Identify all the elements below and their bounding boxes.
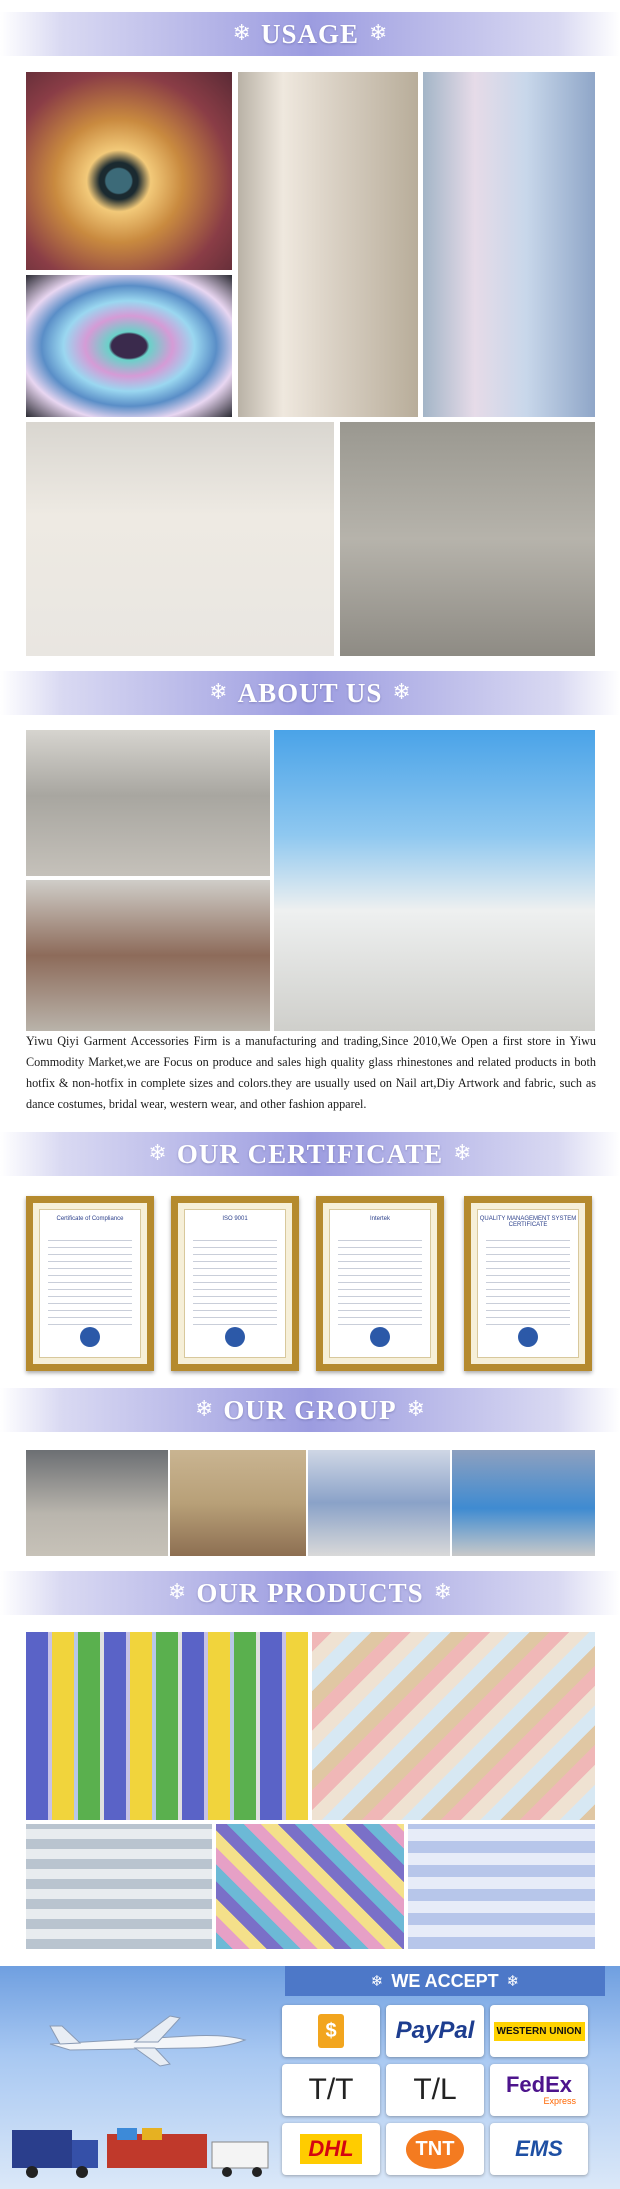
payment-logo-tl: T/L bbox=[386, 2064, 484, 2116]
seal-icon bbox=[518, 1327, 538, 1347]
certificate-frame bbox=[26, 1196, 154, 1371]
section-title: USAGE bbox=[260, 18, 360, 49]
section-title: OUR PRODUCTS bbox=[196, 1577, 424, 1608]
payment-logo-tt: T/T bbox=[282, 2064, 380, 2116]
certificate-frame bbox=[171, 1196, 299, 1371]
section-title: OUR GROUP bbox=[223, 1394, 397, 1425]
usage-photo-eye-makeup bbox=[26, 72, 232, 270]
group-photo-meeting bbox=[170, 1450, 306, 1556]
section-title: OUR CERTIFICATE bbox=[176, 1138, 444, 1169]
group-photo-warehouse bbox=[308, 1450, 450, 1556]
seal-icon bbox=[80, 1327, 100, 1347]
product-photo-rhinestone-jars bbox=[26, 1632, 308, 1820]
section-title: WE ACCEPT bbox=[391, 1970, 499, 1991]
certificate-title: Intertek bbox=[369, 1216, 390, 1222]
certificate-title: Certificate of Compliance bbox=[56, 1216, 124, 1222]
group-photo-office bbox=[26, 1450, 168, 1556]
payment-logo-dhl: DHL bbox=[282, 2123, 380, 2175]
payment-logo-ems: EMS bbox=[490, 2123, 588, 2175]
usage-photo-lips bbox=[26, 275, 232, 417]
payment-logo-tnt: TNT bbox=[386, 2123, 484, 2175]
certificate-frame bbox=[464, 1196, 592, 1371]
snowflake-icon: ❄ bbox=[370, 1971, 384, 1990]
snowflake-icon: ❄ bbox=[167, 1580, 187, 1605]
snowflake-icon: ❄ bbox=[453, 1141, 472, 1166]
snowflake-icon: ❄ bbox=[406, 1397, 426, 1422]
usage-photo-sneaker bbox=[340, 422, 595, 656]
snowflake-icon: ❄ bbox=[506, 1971, 520, 1990]
product-photo-color-samples bbox=[216, 1824, 404, 1949]
snowflake-icon: ❄ bbox=[209, 680, 228, 705]
payment-logo-cash: $ bbox=[282, 2005, 380, 2057]
products-header bbox=[0, 1571, 620, 1615]
product-photo-packaged-stones bbox=[26, 1824, 212, 1949]
snowflake-icon: ❄ bbox=[148, 1141, 167, 1166]
product-photo-rhinestone-bags bbox=[312, 1632, 595, 1820]
payment-logo-paypal: PayPal bbox=[386, 2005, 484, 2057]
about-description: Yiwu Qiyi Garment Accessories Firm is a manufacturing and trading,Since 2010,We Open a first store in Yiwu Commodity Market,we are Focus on produce and sales high quality glass rhinestones and related products in both hotfix & non-hotfix in complete sizes and colors.they are usually used on Nail art,Diy Artwork and fabric, such as dance costumes, bridal wear, western wear, and other fashion apparel. bbox=[26, 1034, 596, 1111]
group-photo-team bbox=[452, 1450, 595, 1556]
about-photo-building bbox=[274, 730, 595, 1031]
snowflake-icon: ❄ bbox=[194, 1397, 214, 1422]
payment-logo-fedex: FedEx Express bbox=[490, 2064, 588, 2116]
group-header bbox=[0, 1388, 620, 1432]
snowflake-icon: ❄ bbox=[369, 21, 388, 46]
product-photo-stock-bags bbox=[408, 1824, 595, 1949]
snowflake-icon: ❄ bbox=[433, 1580, 453, 1605]
about-photo-warehouse bbox=[26, 880, 270, 1031]
certificate-title: QUALITY MANAGEMENT SYSTEM CERTIFICATE bbox=[479, 1216, 577, 1228]
certificate-header bbox=[0, 1132, 620, 1176]
usage-header bbox=[0, 12, 620, 56]
snowflake-icon: ❄ bbox=[232, 21, 251, 46]
usage-photo-sneaker bbox=[26, 422, 334, 656]
about-header bbox=[0, 671, 620, 715]
airplane-icon bbox=[40, 2010, 260, 2070]
snowflake-icon: ❄ bbox=[392, 680, 411, 705]
certificate-frame bbox=[316, 1196, 444, 1371]
section-title: ABOUT US bbox=[237, 677, 383, 708]
certificate-title: ISO 9001 bbox=[222, 1216, 248, 1222]
delivery-vehicles-icon bbox=[12, 2120, 272, 2180]
accept-header bbox=[285, 1966, 605, 1996]
usage-photo-tumbler bbox=[423, 72, 595, 417]
seal-icon bbox=[225, 1327, 245, 1347]
about-photo-warehouse bbox=[26, 730, 270, 876]
usage-photo-tumbler bbox=[238, 72, 418, 417]
seal-icon bbox=[370, 1327, 390, 1347]
payment-logo-western-union: WESTERN UNION bbox=[490, 2005, 588, 2057]
